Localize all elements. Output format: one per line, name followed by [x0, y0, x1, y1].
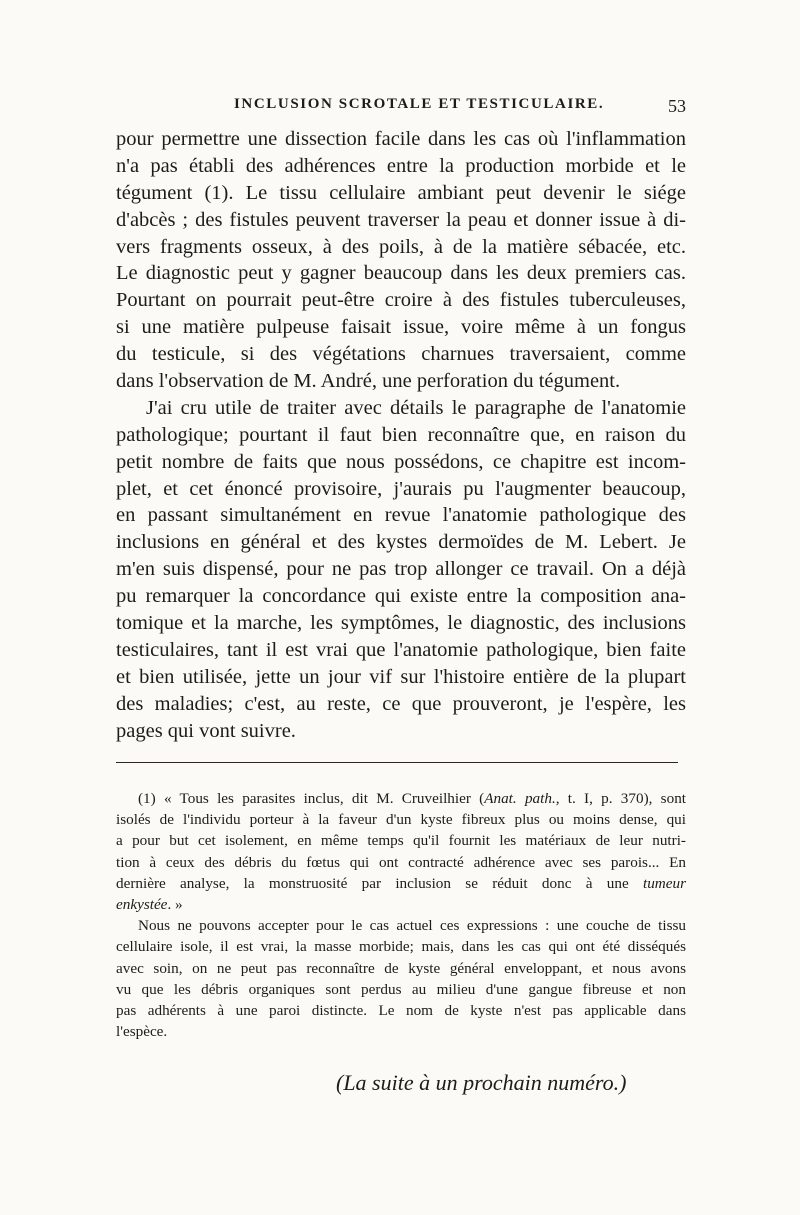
footnote-italic: tumeur [642, 874, 686, 892]
text-line: J'ai cru utile de traiter avec détails le paragraphe de l'anatomie [146, 396, 686, 419]
footnote-italic: enkystée [116, 895, 168, 913]
continuation-note: (La suite à un prochain numéro.) [336, 1070, 627, 1095]
text-line: Pourtant on pourrait peut-être croire à des fistules tuberculeuses, [116, 289, 686, 312]
footnote-line: a pour but cet isolement, en même temps qu'il fournit les matériaux de leur nutri- [116, 832, 686, 850]
text-line: vers fragments osseux, à des poils, à de la matière sébacée, etc. [116, 235, 686, 258]
text-line: d'abcès ; des fistules peuvent traverser la peau et donner issue à di- [116, 208, 686, 231]
footnote-line: isolés de l'individu porteur à la faveur d'un kyste fibreux plus ou moins dense, qui [116, 811, 686, 829]
footnote-text: (1) « Tous les parasites inclus, dit M. Cruveilhier ( [138, 790, 485, 807]
text-line: tomique et la marche, les symptômes, le diagnostic, des inclusions [116, 612, 686, 635]
footnote-line [116, 894, 686, 915]
footnote-line: tion à ceux des débris du fœtus qui ont contracté adhérence avec ses parois... En [116, 853, 686, 871]
footnote-line: vu que les débris organiques sont perdus au milieu d'une gangue fibreuse et non [116, 980, 686, 998]
text-line: plet, et cet énoncé provisoire, j'aurais pu l'augmenter beaucoup, [116, 477, 686, 500]
text-line: inclusions en général et des kystes dermoïdes de M. Lebert. Je [116, 531, 686, 554]
text-line: pages qui vont suivre. [116, 719, 296, 742]
text-line: pour permettre une dissection facile dans les cas où l'inflammation [116, 128, 686, 150]
footnote-line [116, 873, 686, 894]
footnote-text: dernière analyse, la monstruosité par inclusion se réduit donc à une [116, 874, 643, 892]
main-text [116, 126, 686, 744]
text-line: pathologique; pourtant il faut bien reconnaître que, en raison du [116, 423, 686, 446]
footnote-line: pas adhérents à une paroi distincte. Le nom de kyste n'est pas applicable dans [116, 1001, 686, 1019]
footnote-line [116, 788, 686, 809]
page-number: 53 [668, 96, 686, 116]
footnote-divider [116, 762, 678, 763]
footnotes [116, 788, 686, 1042]
citation-title: Anat. path., [484, 790, 560, 807]
text-line: tégument (1). Le tissu cellulaire ambiant peut devenir le siége [116, 181, 686, 204]
running-header [116, 96, 686, 126]
text-line: dans l'observation de M. André, une perforation du tégument. [116, 370, 621, 393]
footnote-line: Nous ne pouvons accepter pour le cas actuel ces expressions : une couche de tissu [138, 917, 686, 935]
text-line: du testicule, si des végétations charnues traversaient, comme [116, 343, 686, 366]
text-line: petit nombre de faits que nous possédons, ce chapitre est incom- [116, 450, 686, 473]
text-line: pu remarquer la concordance qui existe entre la composition ana- [116, 585, 686, 608]
text-line: m'en suis dispensé, pour ne pas trop allonger ce travail. On a déjà [116, 558, 686, 581]
running-title: INCLUSION SCROTALE ET TESTICULAIRE. [234, 96, 605, 112]
text-line: testiculaires, tant il est vrai que l'anatomie pathologique, bien faite [116, 638, 686, 661]
footnote-text: . » [167, 895, 183, 913]
text-line: en passant simultanément en revue l'anatomie pathologique des [116, 504, 686, 527]
footnote-text: t. I, p. 370), sont [559, 790, 687, 807]
text-line: des maladies; c'est, au reste, ce que prouveront, je l'espère, les [116, 692, 686, 715]
text-line: si une matière pulpeuse faisait issue, voire même à un fongus [116, 316, 686, 339]
footnote-line: l'espèce. [116, 1023, 168, 1041]
footnote-line: cellulaire isole, il est vrai, la masse morbide; mais, dans les cas qui ont été disséqués [116, 938, 686, 956]
text-line: n'a pas établi des adhérences entre la production morbide et le [116, 154, 686, 177]
text-line: Le diagnostic peut y gagner beaucoup dans les deux premiers cas. [116, 262, 686, 285]
footnote-line: avec soin, on ne peut pas reconnaître de kyste général enveloppant, et nous avons [116, 959, 686, 977]
text-line: et bien utilisée, jette un jour vif sur l'histoire entière de la plupart [116, 665, 686, 688]
